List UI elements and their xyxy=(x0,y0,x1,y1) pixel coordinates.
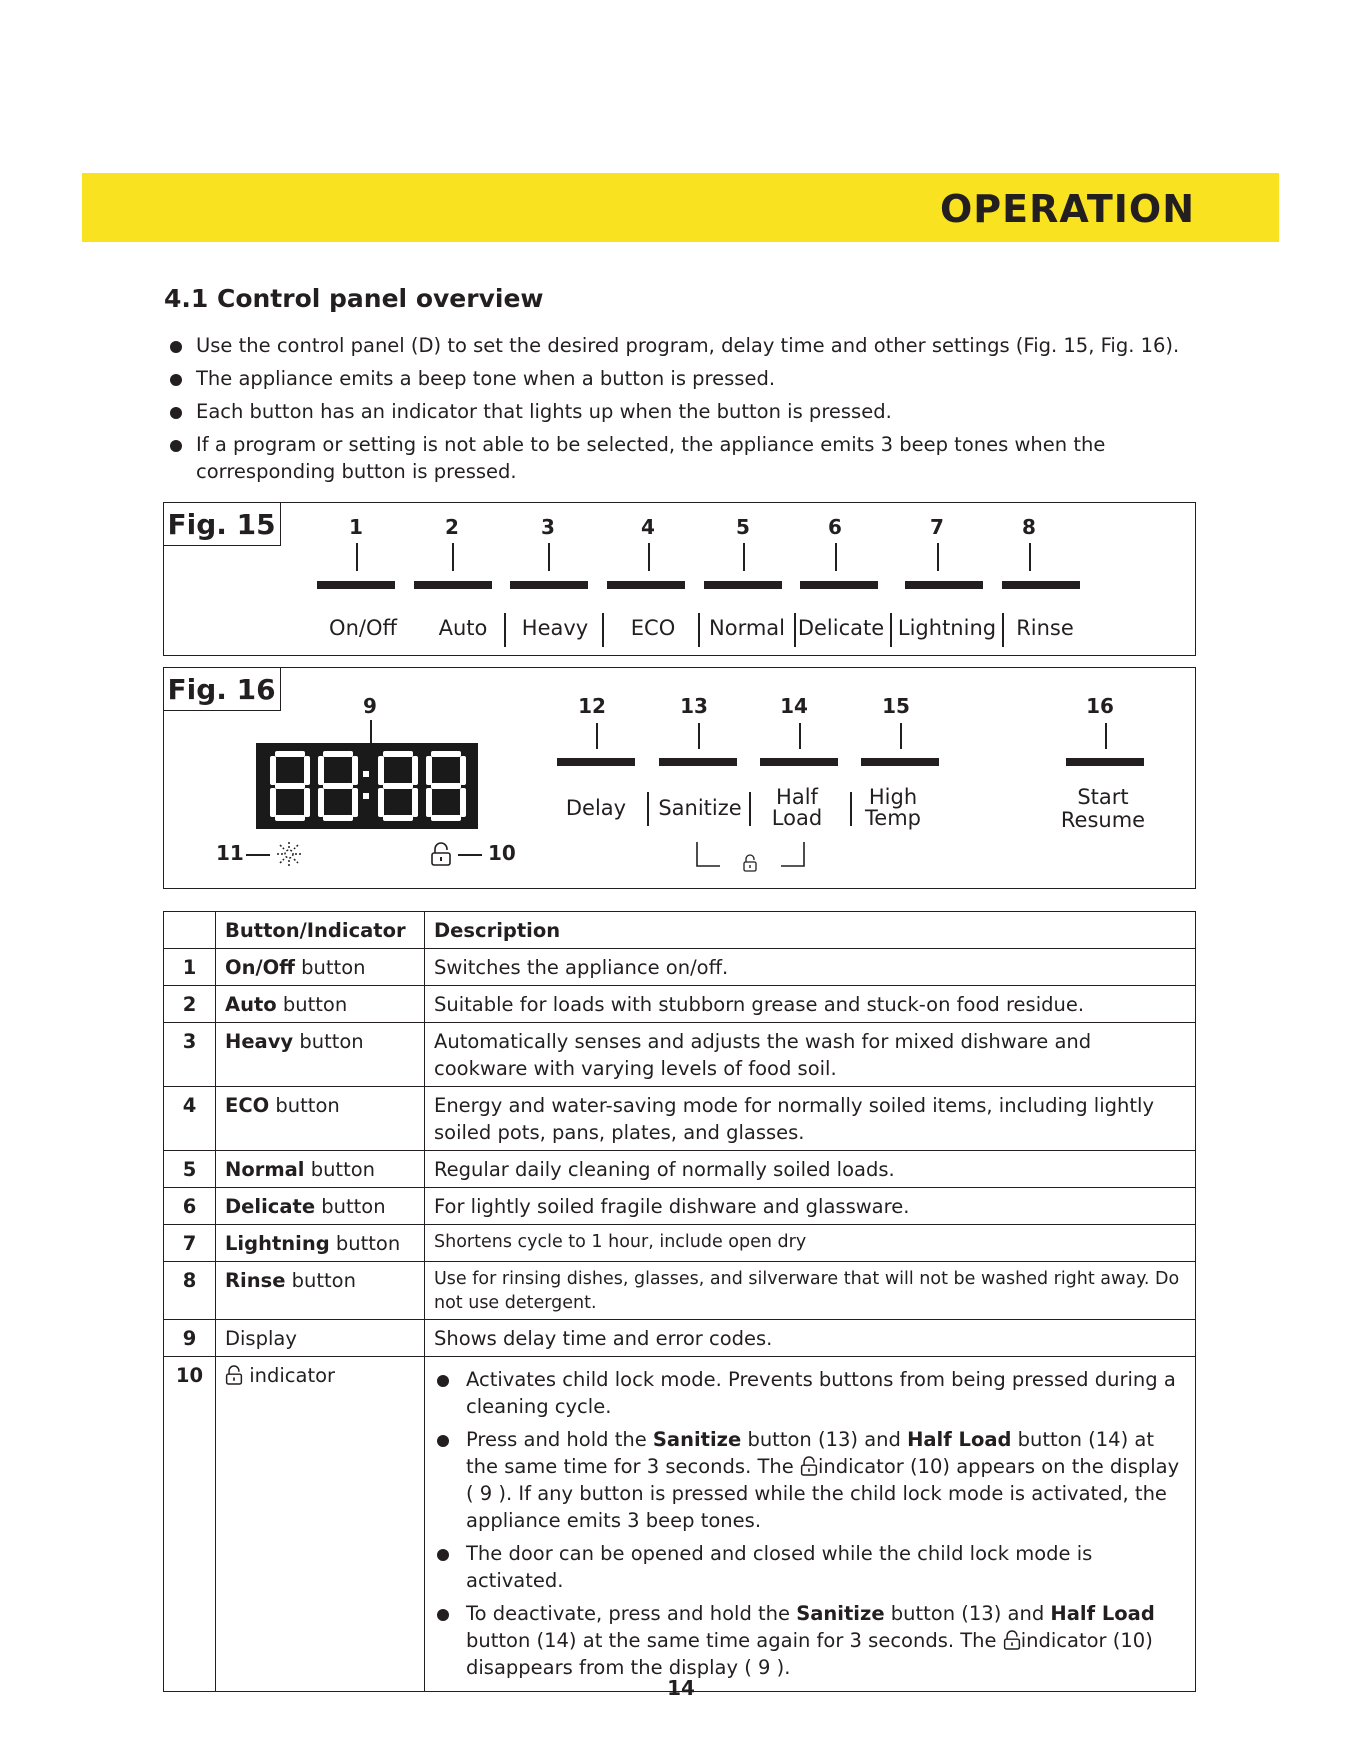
bullet-icon xyxy=(170,341,182,353)
bullet-item: The door can be opened and closed while the child lock mode is activated. xyxy=(434,1540,1186,1594)
indicator-10-number: 10 xyxy=(488,841,516,865)
section-title: 4.1 Control panel overview xyxy=(164,284,544,313)
separator xyxy=(794,613,796,647)
bullet-item: Use the control panel (D) to set the desired program, delay time and other settings (Fig. 15, Fig. 16). xyxy=(170,332,1230,359)
callout-line xyxy=(648,543,650,571)
row-item: Lightning button xyxy=(216,1225,425,1262)
table-header-cell xyxy=(164,912,216,949)
separator xyxy=(1002,613,1004,647)
button-start-resume-line1: Start xyxy=(1077,785,1129,809)
button-auto[interactable]: Auto xyxy=(438,616,488,640)
row-description: Suitable for loads with stubborn grease and stuck-on food residue. xyxy=(425,986,1196,1023)
bullet-item: The appliance emits a beep tone when a button is pressed. xyxy=(170,365,1230,392)
bullet-icon xyxy=(170,407,182,419)
callout-number: 3 xyxy=(541,515,555,539)
indicator-11-number: 11 xyxy=(216,841,244,865)
row-number: 6 xyxy=(164,1188,216,1225)
callout-number: 16 xyxy=(1086,694,1114,718)
callout-line xyxy=(1029,543,1031,571)
child-lock-bullets xyxy=(434,1366,1186,1681)
callout-number: 15 xyxy=(882,694,910,718)
button-high-temp-line1: High xyxy=(868,785,918,809)
child-lock-bracket xyxy=(696,840,806,874)
separator xyxy=(602,613,604,647)
bullet-item: If a program or setting is not able to be selected, the appliance emits 3 beep tones when the corresponding button is pressed. xyxy=(170,431,1230,485)
row-description: Shortens cycle to 1 hour, include open dry xyxy=(425,1225,1196,1262)
indicator-bar xyxy=(317,581,395,589)
table-row xyxy=(164,1087,1196,1151)
callout-line xyxy=(548,543,550,571)
button-lightning[interactable]: Lightning xyxy=(897,616,997,640)
indicator-bar xyxy=(800,581,878,589)
button-normal[interactable]: Normal xyxy=(709,616,785,640)
table-row xyxy=(164,1151,1196,1188)
button-on-off[interactable]: On/Off xyxy=(329,616,397,640)
figure-15-label: Fig. 15 xyxy=(163,502,281,546)
row-number: 2 xyxy=(164,986,216,1023)
indicator-bar xyxy=(1066,758,1144,766)
bullet-icon xyxy=(437,1549,449,1561)
separator xyxy=(504,613,506,647)
callout-number: 9 xyxy=(363,694,377,718)
display-icon xyxy=(256,743,478,829)
row-number: 4 xyxy=(164,1087,216,1151)
display-9 xyxy=(256,743,478,829)
indicator-bar xyxy=(760,758,838,766)
row-description xyxy=(425,1357,1196,1692)
lock-icon xyxy=(800,1456,818,1476)
button-sanitize[interactable]: Sanitize xyxy=(658,796,742,820)
row-description: Switches the appliance on/off. xyxy=(425,949,1196,986)
intro-bullets xyxy=(170,332,1230,485)
button-indicator-table xyxy=(163,911,1196,1692)
button-half-load-line1: Half xyxy=(776,785,818,809)
indicator-bar xyxy=(704,581,782,589)
bullet-icon xyxy=(170,374,182,386)
indicator-bar xyxy=(861,758,939,766)
callout-dash xyxy=(246,854,270,856)
button-heavy[interactable]: Heavy xyxy=(521,616,589,640)
separator xyxy=(749,792,751,826)
page-title: OPERATION xyxy=(940,187,1195,231)
button-delicate[interactable]: Delicate xyxy=(797,616,885,640)
table-row xyxy=(164,1225,1196,1262)
callout-line xyxy=(596,723,598,749)
indicator-bar xyxy=(510,581,588,589)
callout-line xyxy=(356,543,358,571)
header-banner xyxy=(82,173,1279,242)
row-description: Shows delay time and error codes. xyxy=(425,1320,1196,1357)
sun-indicator-icon xyxy=(276,841,302,867)
button-delay[interactable]: Delay xyxy=(565,796,627,820)
table-row xyxy=(164,949,1196,986)
callout-number: 6 xyxy=(828,515,842,539)
indicator-bar xyxy=(557,758,635,766)
table-header-cell: Button/Indicator xyxy=(216,912,425,949)
callout-line xyxy=(900,723,902,749)
row-item: indicator xyxy=(216,1357,425,1692)
indicator-bar xyxy=(1002,581,1080,589)
callout-line xyxy=(452,543,454,571)
figure-15 xyxy=(163,502,1196,656)
table-row xyxy=(164,986,1196,1023)
separator xyxy=(850,792,852,826)
callout-line xyxy=(743,543,745,571)
callout-number: 8 xyxy=(1022,515,1036,539)
callout-number: 7 xyxy=(930,515,944,539)
row-item: ECO button xyxy=(216,1087,425,1151)
table-header-row xyxy=(164,912,1196,949)
row-description: Use for rinsing dishes, glasses, and silverware that will not be washed right away. Do not use detergent. xyxy=(425,1262,1196,1320)
bullet-item: Press and hold the Sanitize button (13) and Half Load button (14) at the same time for 3 seconds. The indicator (10) appears on the display ( 9 ). If any button is pressed while the child lock mode is activated, the appliance emits 3 beep tones. xyxy=(434,1426,1186,1534)
table-row xyxy=(164,1357,1196,1692)
button-start-resume-line2: Resume xyxy=(1060,808,1146,832)
callout-line xyxy=(370,720,372,744)
callout-line xyxy=(937,543,939,571)
row-item: Display xyxy=(216,1320,425,1357)
row-number: 3 xyxy=(164,1023,216,1087)
callout-dash xyxy=(458,854,482,856)
bullet-icon xyxy=(437,1375,449,1387)
table-row xyxy=(164,1320,1196,1357)
row-item: Rinse button xyxy=(216,1262,425,1320)
indicator-bar xyxy=(607,581,685,589)
callout-number: 12 xyxy=(578,694,606,718)
row-description: Automatically senses and adjusts the wash for mixed dishware and cookware with varying levels of food soil. xyxy=(425,1023,1196,1087)
callout-line xyxy=(835,543,837,571)
callout-number: 2 xyxy=(445,515,459,539)
lock-icon xyxy=(1003,1630,1021,1650)
table-header-cell: Description xyxy=(425,912,1196,949)
callout-number: 4 xyxy=(641,515,655,539)
row-number: 7 xyxy=(164,1225,216,1262)
indicator-bar xyxy=(905,581,983,589)
bullet-item: Each button has an indicator that lights up when the button is pressed. xyxy=(170,398,1230,425)
callout-line xyxy=(799,723,801,749)
row-description: Energy and water-saving mode for normally soiled items, including lightly soiled pots, pans, plates, and glasses. xyxy=(425,1087,1196,1151)
row-description: For lightly soiled fragile dishware and glassware. xyxy=(425,1188,1196,1225)
callout-number: 5 xyxy=(736,515,750,539)
button-high-temp-line2: Temp xyxy=(865,806,921,830)
table-row xyxy=(164,1023,1196,1087)
callout-number: 14 xyxy=(780,694,808,718)
button-rinse[interactable]: Rinse xyxy=(1016,616,1074,640)
row-number: 8 xyxy=(164,1262,216,1320)
lock-icon xyxy=(430,842,452,866)
row-item: Heavy button xyxy=(216,1023,425,1087)
row-description: Regular daily cleaning of normally soiled loads. xyxy=(425,1151,1196,1188)
callout-line xyxy=(698,723,700,749)
separator xyxy=(698,613,700,647)
figure-16-label: Fig. 16 xyxy=(163,667,281,711)
separator xyxy=(647,792,649,826)
figure-16 xyxy=(163,667,1196,889)
row-item: On/Off button xyxy=(216,949,425,986)
bullet-icon xyxy=(437,1609,449,1621)
callout-line xyxy=(1105,723,1107,749)
table-row xyxy=(164,1188,1196,1225)
button-half-load-line2: Load xyxy=(771,806,823,830)
lock-icon xyxy=(225,1365,243,1385)
indicator-bar xyxy=(414,581,492,589)
row-item: Delicate button xyxy=(216,1188,425,1225)
bullet-item: Activates child lock mode. Prevents buttons from being pressed during a cleaning cycle. xyxy=(434,1366,1186,1420)
indicator-bar xyxy=(659,758,737,766)
row-number: 5 xyxy=(164,1151,216,1188)
separator xyxy=(890,613,892,647)
row-item: Normal button xyxy=(216,1151,425,1188)
row-number: 9 xyxy=(164,1320,216,1357)
row-number: 10 xyxy=(164,1357,216,1692)
bullet-icon xyxy=(437,1435,449,1447)
page-number: 14 xyxy=(667,1676,695,1700)
row-number: 1 xyxy=(164,949,216,986)
row-item: Auto button xyxy=(216,986,425,1023)
callout-number: 13 xyxy=(680,694,708,718)
callout-number: 1 xyxy=(349,515,363,539)
button-eco[interactable]: ECO xyxy=(630,616,676,640)
bullet-icon xyxy=(170,440,182,452)
table-row xyxy=(164,1262,1196,1320)
bullet-item: To deactivate, press and hold the Sanitize button (13) and Half Load button (14) at the same time again for 3 seconds. The indicator (10) disappears from the display ( 9 ). xyxy=(434,1600,1186,1681)
